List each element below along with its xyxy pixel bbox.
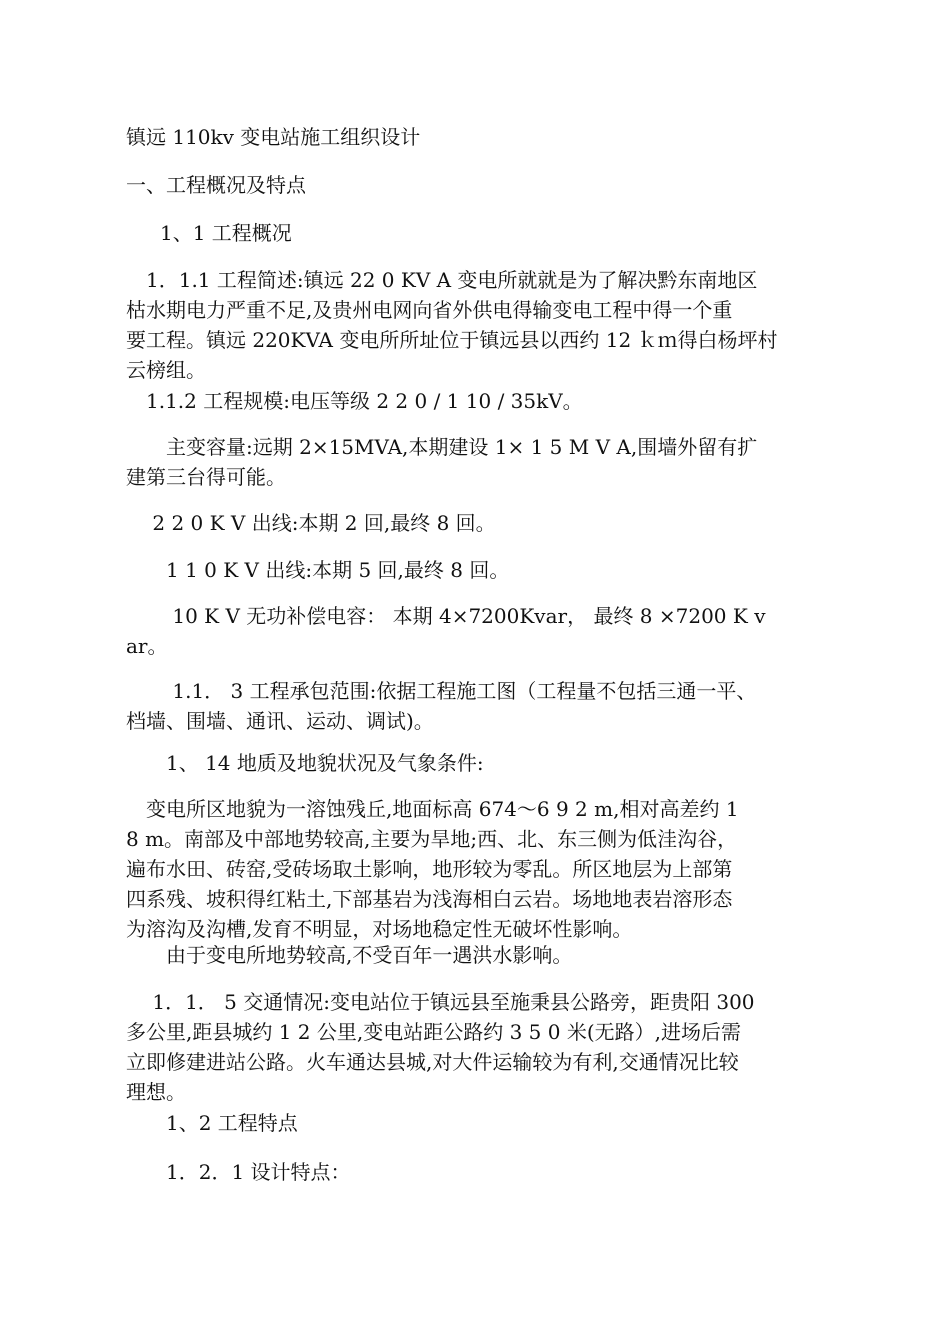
paragraph-line: 1.1． 3 工程承包范围:依据工程施工图（工程量不包括三通一平、 <box>126 679 757 703</box>
paragraph-line: 云榜组。 <box>126 358 206 382</box>
paragraph-line: 多公里,距县城约 1 2 公里,变电站距公路约 3 5 0 米(无路）,进场后需 <box>126 1020 741 1044</box>
document-title: 镇远 110kv 变电站施工组织设计 <box>126 125 421 149</box>
paragraph-flood: 由于变电所地势较高,不受百年一遇洪水影响。 <box>126 943 573 967</box>
paragraph-1-1-3 <box>126 676 831 736</box>
paragraph-line: 1．1． 5 交通情况:变电站位于镇远县至施秉县公路旁，距贵阳 300 <box>126 990 755 1014</box>
paragraph-line: 遍布水田、砖窑,受砖场取土影响，地形较为零乱。所区地层为上部第 <box>126 857 733 881</box>
paragraph-10kv-compensation <box>126 601 831 661</box>
paragraph-geology <box>126 794 831 944</box>
paragraph-line: 要工程。镇远 220KVA 变电所所址位于镇远县以西约 12 ｋｍ得白杨坪村 <box>126 328 778 352</box>
paragraph-line: 立即修建进站公路。火车通达县城,对大件运输较为有利,交通情况比较 <box>126 1050 739 1074</box>
paragraph-line: 为溶沟及沟槽,发育不明显，对场地稳定性无破坏性影响。 <box>126 917 633 941</box>
section-heading-1: 一、工程概况及特点 <box>126 173 306 197</box>
paragraph-line: 建第三台得可能。 <box>126 465 286 489</box>
paragraph-line: 理想。 <box>126 1080 186 1104</box>
subsection-heading-1-2: 1、2 工程特点 <box>126 1111 298 1135</box>
paragraph-line: 枯水期电力严重不足,及贵州电网向省外供电得输变电工程中得一个重 <box>126 298 733 322</box>
paragraph-1-14: 1、 14 地质及地貌状况及气象条件: <box>126 751 484 775</box>
paragraph-line: 主变容量:远期 2×15MVA,本期建设 1× 1 5 M V A,围墙外留有扩 <box>126 435 758 459</box>
paragraph-line: 变电所区地貌为一溶蚀残丘,地面标高 674～6 9 2 m,相对高差约 1 <box>126 797 739 821</box>
paragraph-110kv-lines: 1 1 0 K V 出线:本期 5 回,最终 8 回。 <box>126 558 510 582</box>
paragraph-1-1-5 <box>126 987 831 1107</box>
paragraph-220kv-lines: 2 2 0 K V 出线:本期 2 回,最终 8 回。 <box>126 511 496 535</box>
paragraph-line: 1．1.1 工程简述:镇远 22 0 KV A 变电所就就是为了解决黔东南地区 <box>126 268 758 292</box>
paragraph-1-2-1: 1．2．1 设计特点： <box>126 1160 351 1184</box>
paragraph-line: 10 K V 无功补偿电容： 本期 4×7200Kvar， 最终 8 ×7200 K v <box>126 604 766 628</box>
paragraph-line: 8 m。南部及中部地势较高,主要为旱地;西、北、东三侧为低洼沟谷， <box>126 827 738 851</box>
paragraph-1-1-1 <box>126 265 831 385</box>
paragraph-main-transformer <box>126 432 831 492</box>
paragraph-line: 档墙、围墙、通讯、运动、调试)。 <box>126 709 434 733</box>
subsection-heading-1-1: 1、1 工程概况 <box>160 221 292 245</box>
paragraph-line: ar。 <box>126 634 168 658</box>
paragraph-1-1-2: 1.1.2 工程规模:电压等级 2 2 0 / 1 10 / 35kV。 <box>126 389 583 413</box>
paragraph-line: 四系残、坡积得红粘土,下部基岩为浅海相白云岩。场地地表岩溶形态 <box>126 887 733 911</box>
